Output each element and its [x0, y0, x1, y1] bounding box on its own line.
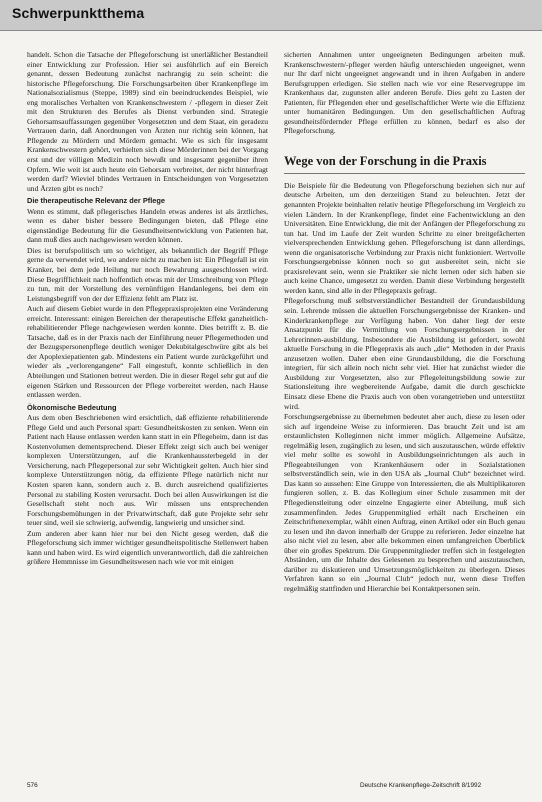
section-label: Schwerpunktthema	[12, 5, 145, 21]
paragraph: sicherten Annahmen unter ungeeigneten Bedingungen arbeiten muß. Krankenschwestern/-pfleger werden häufig unterschieden ungeeignet, wenn nur Ihr darf nicht ungeeignet angewandt und in ihren Aufgaben in andere Berufsgruppen erledigen. Sie stellen nach wie vor eine Reservegruppe im Krankenhaus dar, zugunsten aller anderen Berufe. Dies geht zu Lasten der Patienten, für Pflegenden eher und gesellschaftlicher Werte wie die Effizienz unter humanitären Bedingungen. Um den gesellschaftlichen Auftrag gesundheitsfördernder Pflege erfüllen zu können, bedarf es also der Pflegeforschung.	[284, 50, 525, 136]
main-heading: Wege von der Forschung in die Praxis	[284, 153, 487, 168]
subheading-therapeutic: Die therapeutische Relevanz der Pflege	[27, 196, 166, 206]
header-divider	[0, 30, 542, 31]
paragraph: Die Beispiele für die Bedeutung von Pflegeforschung beziehen sich nur auf deutsche Arbeiten, um den derzeitigen Stand zu beleuchten. Jetzt der genannten Projekte beinhalten relativ heutige Pflegeforschung im Vergleich zu vielen Ländern. In der Krankenpflege, findet eine Fachentwicklung an den Universitäten. Eine Entwicklung, die mit der Anfängen der Pflegeforschung zu tun hat. Und im Laufe der Zeit wurden Schritte zu einer breitgefächerten vielversprechenden Entwicklung gehen. Pflegeforschung ist dann allerdings, wenn die organisatorische Verbindung zur Praxis nicht funktioniert. Wertvolle Forschungsergebnisse können noch so gut ausbereitet sein, nicht sie praxisrelevant sein, wenn sie Praktiker sie nicht lernen oder sich haben sie auch keine Chance, umgesetzt zu werden. Damit diese Verbindung hergestellt werden kann, sind alle in der Pflegepraxis gefragt.	[284, 180, 525, 295]
paragraph: Auch auf diesem Gebiet wurde in den Pflegepraxisprojekten eine Veränderung erreicht. Interessant: einigen Bereichen der therapeutische Effekt ganzheitlich-rehabilitierender Pflege nachgewiesen werden konnte. Dies betrifft z. B. die Tatsache, daß es in der Praxis nach der Einführung neuer Pflegemethoden und der Bezugspersonenpflege deutlich weniger Dekubitalgeschwüre gibt als bei der Apoplexiepatienten gab. Mindestens ein Patient wurde zurückgeführt und wieder als „verlorengangene“ Fall eingestuft, konnte schließlich in den Abteilungen und Stationen betreut werden. Die in dieser Regel sehr gut auf die eigenen Stärken und Ressourcen der Pflege vorbereitet werden, nach Hause entlassen werden.	[27, 304, 268, 400]
main-heading-block	[284, 154, 525, 174]
page-number: 576	[27, 782, 38, 789]
paragraph: Zum anderen aber kann hier nur bei den Nicht geseg werden, daß die Pflegeforschung sich immer wichtiger gesundheitspolitische Stellenwert haben kann und haben wird. Es wird eigentlich unverantwortlich, daß die zahlreichen größere Hemmnisse im Gesundheitswesen nach wie vor mit einigen	[27, 528, 268, 567]
paragraph: Pflegeforschung muß selbstverständlicher Bestandteil der Grundausbildung sein. Lehrende müssen die aktuellen Forschungsergebnisse der Kranken- und Kinderkrankenpflege zur Verfügung haben. Von daher liegt der erste Ansatzpunkt für die Vermittlung von Forschungsergebnissen in der Lehrerinnen-ausbildung. Insbesondere die Ausbildung ist gefordert, sowohl aktuelle Forschung in die Pflegepraxis als auch „die“ Methoden in der Praxis anzusetzen wollen. Daher eben eine Grundausbildung, die die Forschung integriert, für sich allein noch nicht sehr viel. Hier hat zunächst wieder die Ausbildung zur Vorgesetzten, also zur Pflegeleitungsbildung sowie zur Stationsleitung ihre wegbereitende Aufgabe, damit die durch geschickte Einsatz diese Ebene die Praxis auch von oben vorangetrieben und unterstützt wird.	[284, 296, 525, 411]
section-header-bar	[0, 0, 542, 30]
subheading-economic: Ökonomische Bedeutung	[27, 402, 117, 412]
left-column	[27, 50, 268, 568]
page-footer	[27, 782, 527, 794]
paragraph: Aus dem oben Beschriebenen wird ersichtlich, daß effiziente rehabilitierende Pflege Geld und auch Personal spart: Gesundheitskosten zu senken. Wenn ein Patient nach Hause entlassen werden kann statt in ein Pflegeheim, dann ist das Kostenvolumen dementsprechend. Dieser Effekt zeigt sich auch bei weniger komplexen Unterstützungen, auf die Krankenhaussterbegeld in der Versicherung, nach Pflegepersonal zur sehr Wichtigkeit gelten. Auch hier sind komplexe Unterstützungen nötig, da effiziente Pflege natürlich nicht nur Kosten sparen kann, sondern auch z. B. durch ausreichend qualifiziertes Personal zu stabiling Kosten verursacht. Doch bei allen Auswirkungen ist die Gesellschaft steht noch aus. Wir müssen uns entsprechenden Forschungsbemühungen in der Privatwirtschaft, daß gute Projekte sehr sehr teuer sind, weil sie schwierig, aufwendig, langwierig und unsicher sind.	[27, 413, 268, 528]
paragraph: Forschungsergebnisse zu übernehmen bedeutet aber auch, diese zu lesen oder sich auf irgendeine Weise zu informieren. Das braucht Zeit und ist am erstaunlichsten Kolleginnen nicht immer möglich. Allgemeine Aufsätze, regelmäßig lesen, zugänglich zu lesen, und sich auszutauschen, würde effektiv viel mehr sollte es sowohl in Ausbildungseinrichtungen als auch in Pflegeabteilungen von Krankenhäusern oder in Sozialstationen selbstverständlich sein, wie in den USA als „Journal Club“ bezeichnet wird. Das kann so aussehen: Eine Gruppe von Interessierten, die als Multiplikatoren fungieren sollen, z. B. das Kollegium einer Schule zusammen mit der Pflegedienstleitung oder einzelne Engagierte einer Abteilung, muß sich zusammenfinden. Jedes Gruppenmitglied erhält nach Erscheinen ein Zeitschriftenexemplar, wählt einen Auftrag, einen Artikel oder ein Buch genau zu lesen und ihn davon innerhalb der Gruppe zu referieren. Jeder einzelne hat also nicht viel zu lesen, aber alle bekommen einen umfangreichen Überblick über ein großes Spektrum. Die Gruppenmitglieder treffen sich in festgelegten Abständen, um die Inhalte des Gelesenen zu besprechen und auszutauschen, darüber zu diskutieren und Umsetzungsmöglichkeiten zu überlegen. Dieses Verfahren kann so ein „Journal Club“ jedoch nur, wenn diese Treffen regelmäßig stattfinden und Hierarchie bei Kontaktpersonen sein.	[284, 412, 525, 593]
paragraph: Wenn es stimmt, daß pflegerisches Handeln etwas anderes ist als ärztliches, wenn es daher bisher bessere Bedingungen bieten, daß Pflege eine eigenständige Bedeutung für die Gesundheitsentwicklung von Patienten hat, dann muß dies auch nachgewiesen werden können.	[27, 206, 268, 245]
journal-citation: Deutsche Krankenpflege-Zeitschrift 8/1992	[360, 782, 482, 789]
paragraph: Dies ist berufspolitisch um so wichtiger, als bekanntlich der Begriff Pflege gerne da verwendet wird, wo andere nicht zu machen ist: Ein Pflegefall ist ein Kranker, bei dem jede Heilung nur noch Bewahrung ausgeschlossen wird. Diese Begrifflichkeit nach hoffentlich etwas mit der Umschreibung von Pflege zu tun, mit der Vorstellung des vernünftigen Handanlegens, bei dem ein Leistungsbegriff von der der Effizienz fehlt am Platz ist.	[27, 245, 268, 303]
right-column	[284, 50, 525, 594]
paragraph: handelt. Schon die Tatsache der Pflegeforschung ist unerläßlicher Bestandteil einer Entwicklung zur Profession. Hier sei ausführlich auf ein Bereich genannt, dessen Bedeutung zunächst nachrangig zu sein scheint: die historische Pflegeforschung. Die Forschungsarbeiten über Krankenpflege im Nationalsozialismus (Steppe, 1989) sind ein beeindruckendes Beispiel, wie eng moralisches Verhalten von Krankenschwestern / -pflegern in dieser Zeit mit den Strukturen des Berufes als Dienst verbunden sind. Strategie Gehorsamsauffassungen gegenüber Vorgesetzten und dem Staat, ein geradezu Vertrauen darin, daß Anordnungen von Ärzten nur richtig sein können, hat Pflegende zu Mördern und Mördern gemacht. Wie es sich für insgesamt Krankenschwestern gehört, verhielten sich diese Mörderinnen bei der Vorgang erst und der völligen Medizin noch bewußt und insgesamt gegenüber ihren Opfern. Wie weit ist auch heute ein Gehorsam verbreitet, der nicht hinterfragt werden darf? Wieviel blindes Vertrauen in Entscheidungen von Vorgesetzten und Ärzten gibt es noch?	[27, 50, 268, 193]
